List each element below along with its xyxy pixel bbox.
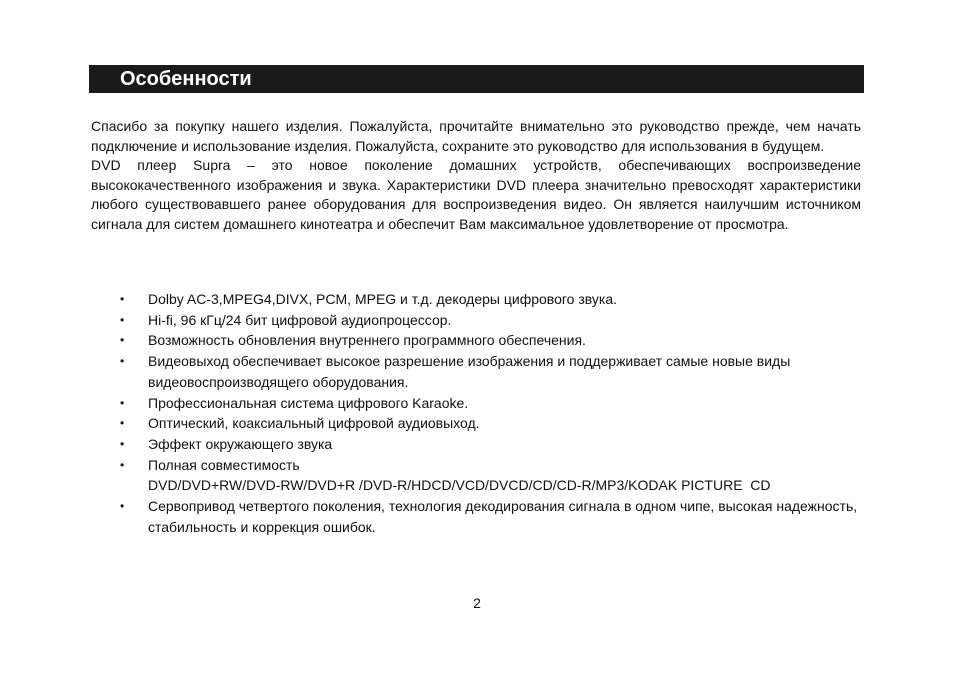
feature-text: Эффект окружающего звука <box>148 435 333 452</box>
feature-item <box>91 393 863 414</box>
bullet-icon: • <box>120 312 125 327</box>
feature-item <box>91 330 863 351</box>
feature-item <box>91 289 863 310</box>
feature-text: Возможность обновления внутреннего программного обеспечения. <box>148 332 586 349</box>
feature-text: Профессиональная система цифрового Karaoke. <box>148 394 469 411</box>
intro-paragraph: DVD плеер Supra – это новое поколение домашних устройств, обеспечивающих воспроизведение высококачественного изображения и звука. Характеристики DVD плеера значительно превосходят характеристики любого существовавшего ранее оборудования для воспроизведения видео. Он является наилучшим источником сигнала для систем домашнего кинотеатра и обеспечит Вам максимальное удовлетворение от просмотра. <box>91 157 861 232</box>
page-number: 2 <box>473 595 481 611</box>
feature-item <box>91 434 863 455</box>
feature-item <box>91 496 863 537</box>
feature-item <box>91 413 863 434</box>
feature-text: Оптический, коаксиальный цифровой аудиовыход. <box>148 415 480 432</box>
feature-item <box>91 455 863 496</box>
feature-item <box>91 351 863 392</box>
feature-text: Dolby AC-3,MPEG4,DIVX, PCM, MPEG и т.д. декодеры цифрового звука. <box>148 291 618 307</box>
bullet-icon: • <box>120 416 125 431</box>
bullet-icon: • <box>120 436 125 451</box>
bullet-icon: • <box>120 333 125 348</box>
feature-text: Сервопривод четвертого поколения, технология декодирования сигнала в одном чипе, высокая надежность, стабильность и коррекция ошибок. <box>148 498 858 535</box>
section-title: Особенности <box>120 68 252 90</box>
bullet-icon: • <box>120 292 125 306</box>
feature-text: Видеовыход обеспечивает высокое разрешение изображения и поддерживает самые новые виды видеовоспроизводящего оборудования. <box>148 353 791 390</box>
compatibility-formats: DVD/DVD+RW/DVD-RW/DVD+R /DVD-R/HDCD/VCD/DVCD/CD/CD-R/MP3/KODAK PICTURE CD <box>148 477 771 494</box>
intro-paragraph: Спасибо за покупку нашего изделия. Пожалуйста, прочитайте внимательно это руководство прежде, чем начать подключение и использование изделия. Пожалуйста, сохраните это руководство для использования в будущем. <box>91 118 861 154</box>
section-header-bar <box>89 65 864 93</box>
feature-text: Hi-fi, 96 кГц/24 бит цифровой аудиопроцессор. <box>148 311 452 328</box>
bullet-icon: • <box>120 499 125 514</box>
bullet-icon: • <box>120 457 125 472</box>
intro-text <box>91 117 861 234</box>
features-list <box>91 289 863 537</box>
feature-item <box>91 310 863 331</box>
bullet-icon: • <box>120 395 125 410</box>
feature-text: Полная совместимость <box>148 456 300 473</box>
bullet-icon: • <box>120 354 125 369</box>
